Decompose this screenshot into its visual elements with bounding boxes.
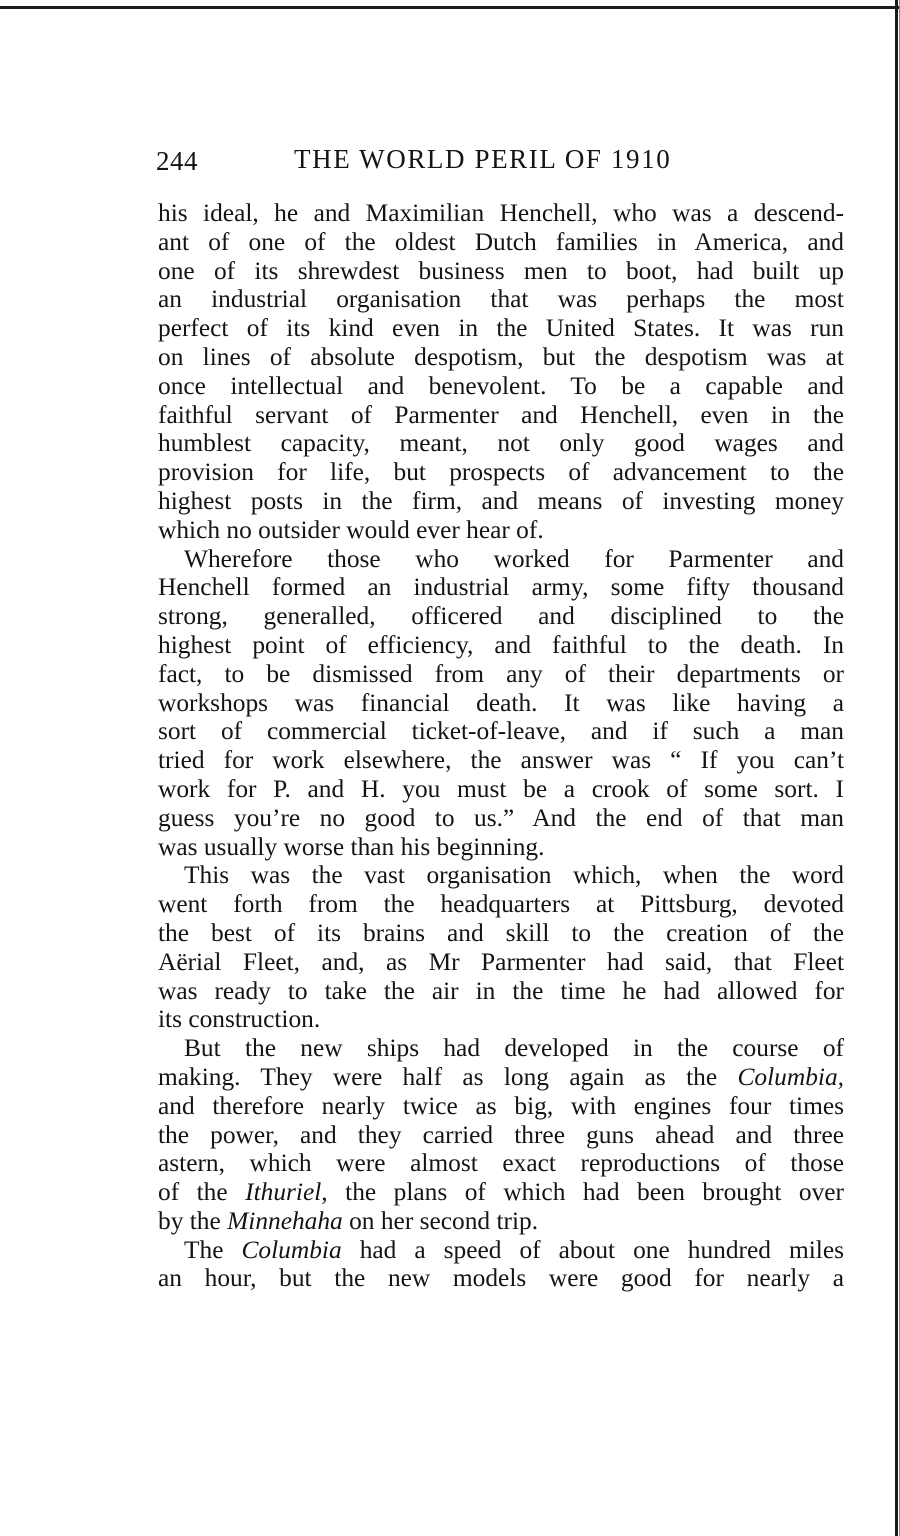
text-line: ant of one of the oldest Dutch families in America, and xyxy=(158,227,844,256)
right-border-rule xyxy=(895,0,898,1536)
paragraph-start-line: Wherefore those who worked for Parmenter and xyxy=(184,544,844,573)
text-line: of the Ithuriel, the plans of which had been brought over xyxy=(158,1178,844,1207)
text-line: humblest capacity, meant, not only good wages and xyxy=(158,429,844,458)
running-title: THE WORLD PERIL OF 1910 xyxy=(294,144,672,174)
text-line: on lines of absolute despotism, but the despotism was at xyxy=(158,342,844,371)
text-line: was ready to take the air in the time he had allowed for xyxy=(158,976,844,1005)
ship-name-italic: Columbia xyxy=(241,1235,342,1264)
text-line: and therefore nearly twice as big, with engines four times xyxy=(158,1091,844,1120)
paragraph-start-line: The Columbia had a speed of about one hundred miles xyxy=(184,1235,844,1264)
text-line: once intellectual and benevolent. To be a capable and xyxy=(158,371,844,400)
text-line: workshops was financial death. It was like having a xyxy=(158,688,844,717)
text-line: Henchell formed an industrial army, some fifty thousand xyxy=(158,573,844,602)
page-number: 244 xyxy=(156,146,198,176)
ship-name-italic: Columbia, xyxy=(737,1062,844,1091)
text-line: highest point of efficiency, and faithful to the death. In xyxy=(158,630,844,659)
text-line: perfect of its kind even in the United States. It was run xyxy=(158,314,844,343)
ship-name-italic: Ithuriel, xyxy=(245,1178,328,1207)
text-line: Aërial Fleet, and, as Mr Parmenter had said, that Fleet xyxy=(158,947,844,976)
text-line: faithful servant of Parmenter and Henchell, even in the xyxy=(158,400,844,429)
paragraph-start-line: But the new ships had developed in the course of xyxy=(184,1034,844,1063)
text-line: its construction. xyxy=(158,1005,321,1034)
page-body xyxy=(158,199,844,1293)
text-line: fact, to be dismissed from any of their departments or xyxy=(158,659,844,688)
text-line: guess you’re no good to us.” And the end of that man xyxy=(158,803,844,832)
top-border-rule xyxy=(0,6,900,9)
text-line: tried for work elsewhere, the answer was “ If you can’t xyxy=(158,746,844,775)
ship-name-italic: Minnehaha xyxy=(227,1206,343,1235)
text-line: one of its shrewdest business men to boot, had built up xyxy=(158,256,844,285)
text-line: making. They were half as long again as the Columbia, xyxy=(158,1062,844,1091)
text-line: provision for life, but prospects of advancement to the xyxy=(158,458,844,487)
text-line: work for P. and H. you must be a crook of some sort. I xyxy=(158,774,844,803)
text-line: strong, generalled, officered and disciplined to the xyxy=(158,602,844,631)
text-line: astern, which were almost exact reproductions of those xyxy=(158,1149,844,1178)
text-line: highest posts in the firm, and means of investing money xyxy=(158,486,844,515)
paragraph-start-line: This was the vast organisation which, when the word xyxy=(184,861,844,890)
text-line: which no outsider would ever hear of. xyxy=(158,515,544,544)
text-line: an industrial organisation that was perhaps the most xyxy=(158,285,844,314)
page-header xyxy=(156,142,844,182)
text-line: an hour, but the new models were good for nearly a xyxy=(158,1264,844,1293)
text-line: the best of its brains and skill to the creation of the xyxy=(158,918,844,947)
text-line: went forth from the headquarters at Pittsburg, devoted xyxy=(158,890,844,919)
text-line: his ideal, he and Maximilian Henchell, who was a descend- xyxy=(158,199,844,227)
text-line: by the Minnehaha on her second trip. xyxy=(158,1206,539,1235)
text-line: sort of commercial ticket-of-leave, and if such a man xyxy=(158,717,844,746)
text-line: the power, and they carried three guns ahead and three xyxy=(158,1120,844,1149)
text-line: was usually worse than his beginning. xyxy=(158,832,545,861)
